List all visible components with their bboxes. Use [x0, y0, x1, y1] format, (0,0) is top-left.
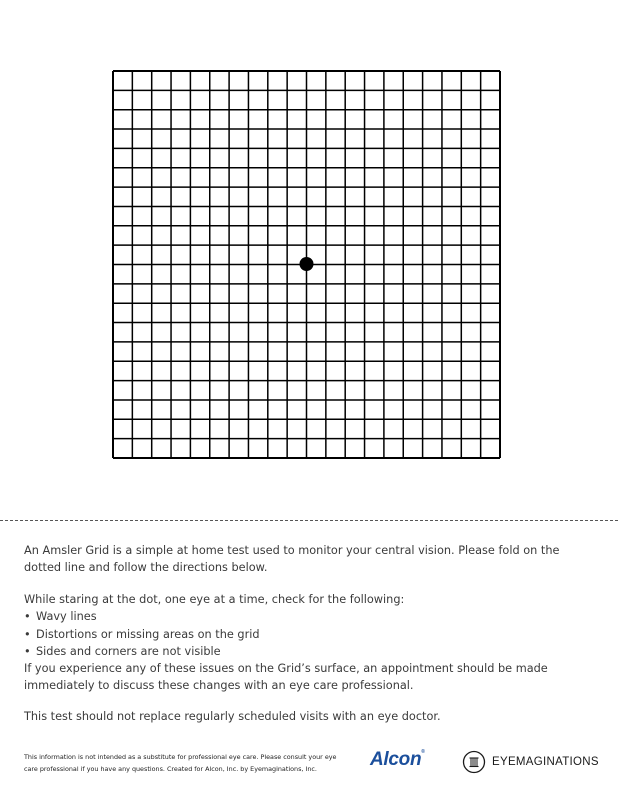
eyemaginations-logo-text: EYEMAGINATIONS: [492, 756, 599, 768]
eyemaginations-logo: [462, 749, 599, 775]
instructions-lead: While staring at the dot, one eye at a time, check for the following:: [24, 593, 405, 606]
checklist-item-sides-corners: • Sides and corners are not visible: [24, 643, 260, 661]
amsler-grid-container: [112, 70, 501, 459]
checklist-item-wavy-lines: • Wavy lines: [24, 608, 260, 626]
intro-paragraph: An Amsler Grid is a simple at home test used to monitor your central vision. Please fold on the dotted line and follow the directions below.: [24, 544, 560, 574]
center-fixation-dot: [300, 257, 314, 271]
amsler-grid: [112, 70, 501, 459]
checklist-item-distortions: • Distortions or missing areas on the grid: [24, 626, 260, 644]
alcon-logo: [370, 749, 425, 771]
fold-dotted-line: [0, 520, 618, 521]
alcon-registered-mark: ®: [421, 749, 425, 755]
footer-note: This information is not intended as a substitute for professional eye care. Please consult your eye care professional if you have any questions. Created for Alcon, Inc. by Eyemaginations, Inc.: [24, 753, 337, 773]
eyemaginations-logo-icon: [462, 750, 486, 774]
disclaimer: This test should not replace regularly scheduled visits with an eye doctor.: [24, 710, 441, 723]
symptom-checklist: [24, 608, 260, 661]
alcon-logo-text: Alcon: [370, 749, 422, 770]
issue-note: If you experience any of these issues on the Grid’s surface, an appointment should be made immediately to discuss these changes with an eye care professional.: [24, 662, 548, 692]
